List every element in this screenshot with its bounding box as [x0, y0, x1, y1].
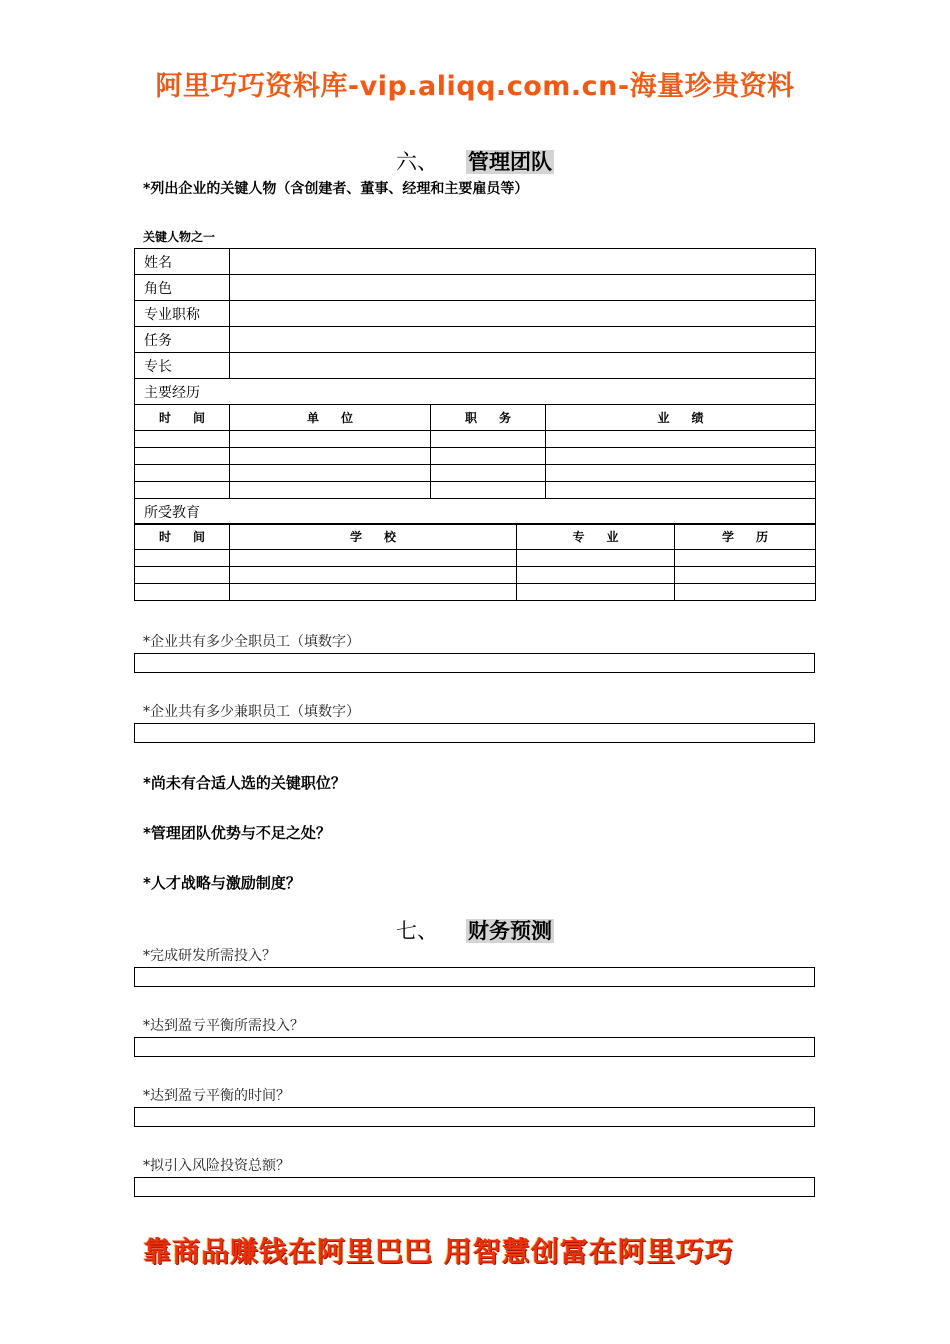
specialty-input[interactable]	[230, 353, 816, 379]
key-people-note: *列出企业的关键人物（含创建者、董事、经理和主要雇员等）	[143, 181, 529, 197]
experience-cell[interactable]	[230, 482, 431, 499]
education-table	[134, 523, 816, 601]
experience-cell[interactable]	[546, 465, 816, 482]
education-header-time: 时 间	[135, 524, 230, 550]
education-cell[interactable]	[675, 584, 816, 601]
experience-cell[interactable]	[431, 431, 546, 448]
breakeven-time-question: *达到盈亏平衡的时间？	[143, 1088, 290, 1104]
experience-header-time: 时 间	[135, 405, 230, 431]
section-title-management	[0, 146, 950, 176]
vacant-positions-question: *尚未有合适人选的关键职位？	[143, 774, 346, 792]
field-label-title: 专业职称	[135, 301, 230, 327]
education-cell[interactable]	[230, 567, 517, 584]
experience-header-position: 职 务	[431, 405, 546, 431]
team-strengths-question: *管理团队优势与不足之处？	[143, 824, 331, 842]
person-label: 关键人物之一	[143, 230, 216, 244]
task-input[interactable]	[230, 327, 816, 353]
name-input[interactable]	[230, 249, 816, 275]
field-label-name: 姓名	[135, 249, 230, 275]
section-name: 管理团队	[468, 150, 552, 174]
breakeven-investment-question: *达到盈亏平衡所需投入？	[143, 1018, 304, 1034]
experience-cell[interactable]	[135, 448, 230, 465]
key-person-table	[134, 248, 816, 525]
education-cell[interactable]	[135, 584, 230, 601]
field-label-specialty: 专长	[135, 353, 230, 379]
field-label-task: 任务	[135, 327, 230, 353]
footer-banner: 靠商品赚钱在阿里巴巴 用智慧创富在阿里巧巧	[143, 1235, 734, 1268]
education-cell[interactable]	[675, 550, 816, 567]
section-number: 七、	[396, 919, 438, 943]
section-name: 财务预测	[468, 919, 552, 943]
education-header-school: 学 校	[230, 524, 517, 550]
experience-cell[interactable]	[546, 482, 816, 499]
rd-investment-question: *完成研发所需投入？	[143, 948, 276, 964]
title-input[interactable]	[230, 301, 816, 327]
education-header-degree: 学 历	[675, 524, 816, 550]
field-label-role: 角色	[135, 275, 230, 301]
education-cell[interactable]	[135, 567, 230, 584]
role-input[interactable]	[230, 275, 816, 301]
parttime-question: *企业共有多少兼职员工（填数字）	[143, 704, 360, 720]
experience-cell[interactable]	[135, 465, 230, 482]
experience-cell[interactable]	[546, 431, 816, 448]
talent-strategy-question: *人才战略与激励制度？	[143, 874, 301, 892]
breakeven-investment-input[interactable]	[134, 1037, 815, 1057]
header-banner: 阿里巧巧资料库-vip.aliqq.com.cn-海量珍贵资料	[155, 71, 795, 102]
education-cell[interactable]	[517, 567, 675, 584]
vc-amount-input[interactable]	[134, 1177, 815, 1197]
fulltime-question: *企业共有多少全职员工（填数字）	[143, 634, 360, 650]
rd-investment-input[interactable]	[134, 967, 815, 987]
experience-cell[interactable]	[135, 431, 230, 448]
section-number: 六、	[396, 150, 438, 174]
experience-label: 主要经历	[135, 379, 816, 405]
vc-amount-question: *拟引入风险投资总额？	[143, 1158, 290, 1174]
experience-cell[interactable]	[135, 482, 230, 499]
education-cell[interactable]	[675, 567, 816, 584]
section-title-finance	[0, 915, 950, 945]
education-cell[interactable]	[230, 550, 517, 567]
fulltime-input[interactable]	[134, 653, 815, 673]
experience-cell[interactable]	[230, 465, 431, 482]
experience-cell[interactable]	[431, 465, 546, 482]
breakeven-time-input[interactable]	[134, 1107, 815, 1127]
education-cell[interactable]	[517, 550, 675, 567]
experience-header-company: 单 位	[230, 405, 431, 431]
parttime-input[interactable]	[134, 723, 815, 743]
experience-cell[interactable]	[431, 448, 546, 465]
experience-cell[interactable]	[230, 448, 431, 465]
experience-header-achievement: 业 绩	[546, 405, 816, 431]
education-cell[interactable]	[517, 584, 675, 601]
education-header-major: 专 业	[517, 524, 675, 550]
education-cell[interactable]	[135, 550, 230, 567]
experience-cell[interactable]	[230, 431, 431, 448]
education-cell[interactable]	[230, 584, 517, 601]
experience-cell[interactable]	[546, 448, 816, 465]
education-label: 所受教育	[135, 499, 816, 525]
experience-cell[interactable]	[431, 482, 546, 499]
